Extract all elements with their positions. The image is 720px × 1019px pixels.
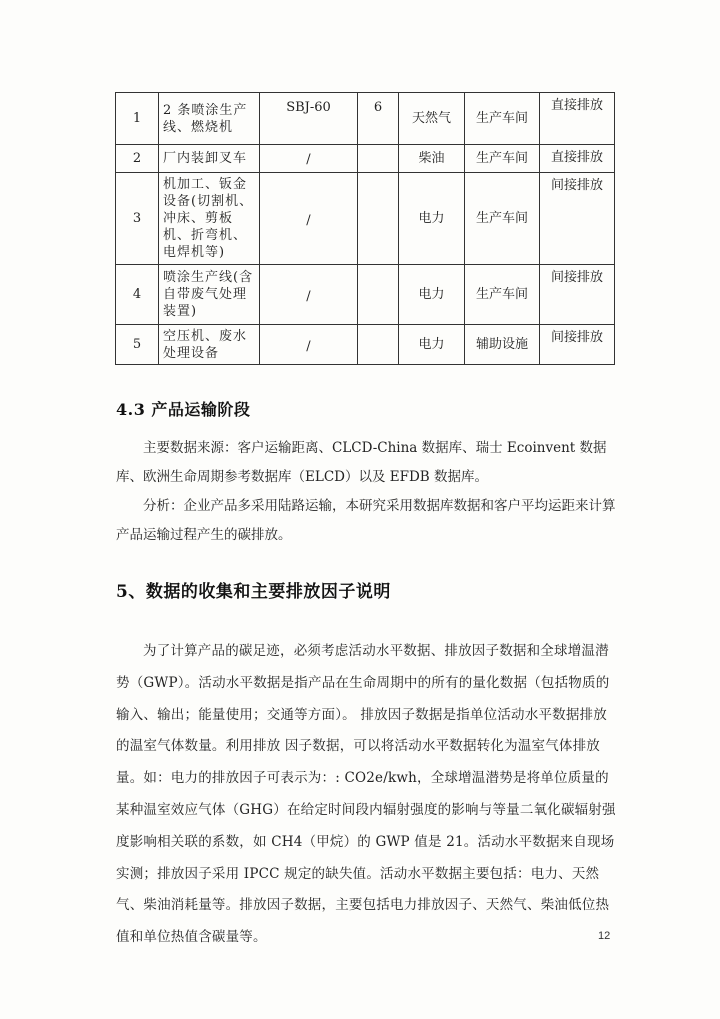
equipment-location: 生产车间: [465, 265, 540, 325]
row-number: 4: [116, 265, 159, 325]
equipment-name: 喷涂生产线(含自带废气处理装置): [159, 265, 260, 325]
energy-type: 电力: [399, 325, 465, 365]
energy-type: 电力: [399, 265, 465, 325]
equipment-name: 2 条喷涂生产线、燃烧机: [159, 93, 260, 145]
equipment-quantity: [358, 265, 399, 325]
emission-factor-text: 为了计算产品的碳足迹，必须考虑活动水平数据、排放因子数据和全球增温潜势（GWP）。活动水平数据是指产品在生命周期中的所有的量化数据（包括物质的输入、输出；能量使用；交通等方面）。 排放因子数据是指单位活动水平数据排放的温室气体数量。利用排放 因子数据，可以将活动水平数据转化为温室气体排放量。如：电力的排放因子可表示为：: CO2e/kwh，全球增温潜势是将单位质量的某种温室效应气体（GHG）在给定时间段内辐射强度的影响与等量二氧化碳辐射强度影响相关联的系数，如 CH4（甲烷）的 GWP 值是 21。活动水平数据来自现场实测；排放因子采用 IPCC 规定的缺失值。活动水平数据主要包括：电力、天然气、柴油消耗量等。排放因子数据，主要包括电力排放因子、天然气、柴油低位热值和单位热值含碳量等。: [116, 643, 616, 946]
equipment-model: /: [260, 325, 358, 365]
equipment-model: /: [260, 145, 358, 173]
emission-type: 间接排放: [540, 265, 615, 325]
energy-type: 柴油: [399, 145, 465, 173]
equipment-location: 辅助设施: [465, 325, 540, 365]
emission-type: 间接排放: [540, 173, 615, 265]
equipment-quantity: [358, 325, 399, 365]
emission-type: 直接排放: [540, 145, 615, 173]
emission-type: 间接排放: [540, 325, 615, 365]
analysis-text: 分析：企业产品多采用陆路运输，本研究采用数据库数据和客户平均运距来计算产品运输过程产生的碳排放。: [116, 498, 616, 543]
row-number: 5: [116, 325, 159, 365]
equipment-name: 空压机、废水处理设备: [159, 325, 260, 365]
page-number: 12: [598, 930, 611, 942]
section-heading-4-3: 4.3 产品运输阶段: [116, 400, 251, 419]
data-source-paragraph: [116, 434, 616, 492]
equipment-name: 机加工、钣金设备(切割机、冲床、剪板机、折弯机、电焊机等): [159, 173, 260, 265]
equipment-table: [115, 92, 615, 365]
table-row: [116, 265, 615, 325]
equipment-model: /: [260, 173, 358, 265]
emission-type: 直接排放: [540, 93, 615, 145]
row-number: 1: [116, 93, 159, 145]
equipment-quantity: [358, 145, 399, 173]
section-heading-5: 5、数据的收集和主要排放因子说明: [116, 582, 391, 602]
energy-type: 电力: [399, 173, 465, 265]
equipment-location: 生产车间: [465, 145, 540, 173]
row-number: 3: [116, 173, 159, 265]
equipment-location: 生产车间: [465, 93, 540, 145]
row-number: 2: [116, 145, 159, 173]
table-row: [116, 145, 615, 173]
equipment-name: 厂内装卸叉车: [159, 145, 260, 173]
equipment-quantity: 6: [358, 93, 399, 145]
emission-factor-paragraph: [116, 636, 616, 954]
equipment-quantity: [358, 173, 399, 265]
equipment-model: /: [260, 265, 358, 325]
equipment-model: SBJ-60: [260, 93, 358, 145]
analysis-paragraph: [116, 492, 616, 550]
equipment-location: 生产车间: [465, 173, 540, 265]
table-row: [116, 93, 615, 145]
data-source-text: 主要数据来源：客户运输距离、CLCD-China 数据库、瑞士 Ecoinvent 数据库、欧洲生命周期参考数据库（ELCD）以及 EFDB 数据库。: [116, 440, 607, 485]
table-row: [116, 325, 615, 365]
energy-type: 天然气: [399, 93, 465, 145]
table-row: [116, 173, 615, 265]
